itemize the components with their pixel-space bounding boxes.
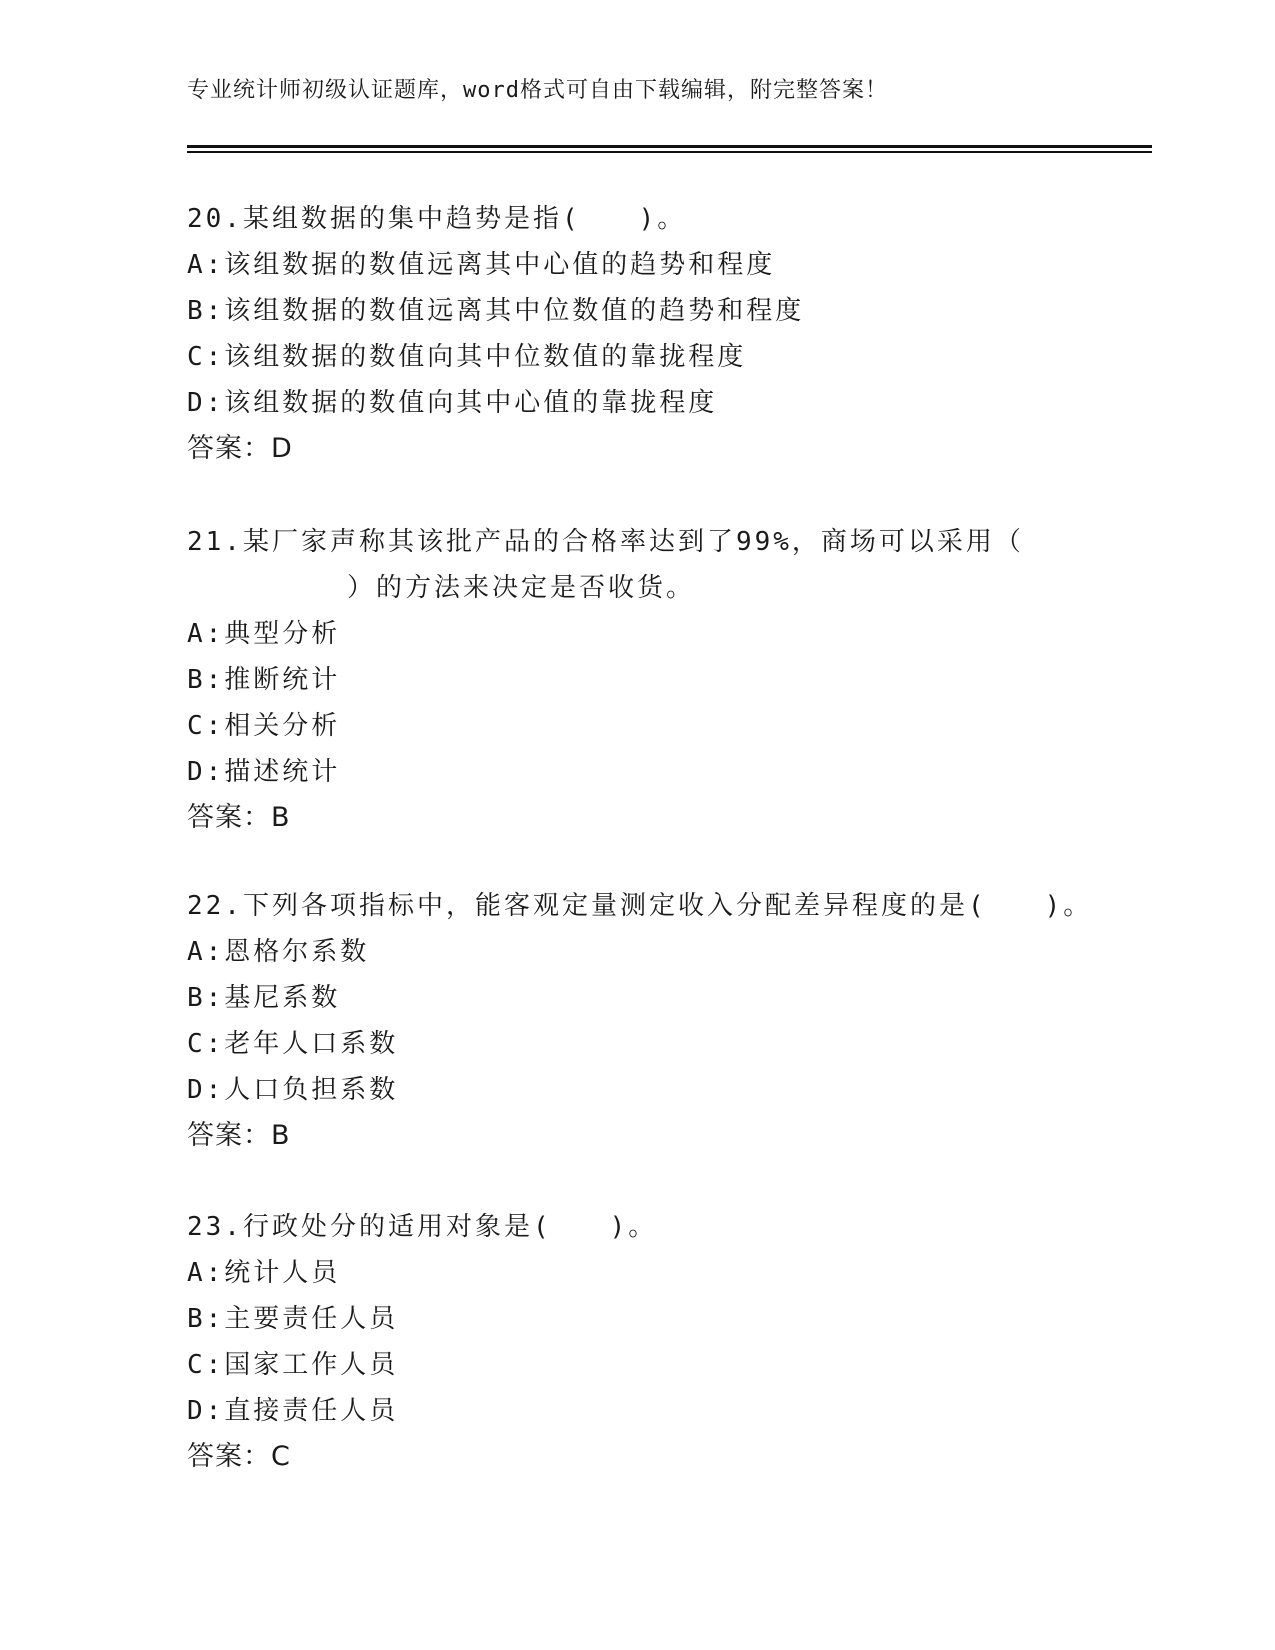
page-header: 专业统计师初级认证题库，word格式可自由下载编辑，附完整答案！ bbox=[187, 78, 888, 103]
option-b: B:基尼系数 bbox=[187, 983, 341, 1013]
question-22 bbox=[187, 883, 1093, 1159]
option-d: D:该组数据的数值向其中心值的靠拢程度 bbox=[187, 388, 718, 418]
question-stem: 22.下列各项指标中，能客观定量测定收入分配差异程度的是( )。 bbox=[187, 891, 1093, 921]
option-b: B:主要责任人员 bbox=[187, 1304, 399, 1334]
answer: 答案：C bbox=[187, 1441, 291, 1472]
answer: 答案：B bbox=[187, 802, 291, 833]
question-stem: 23.行政处分的适用对象是( )。 bbox=[187, 1212, 658, 1242]
option-a: A:恩格尔系数 bbox=[187, 937, 370, 967]
option-b: B:推断统计 bbox=[187, 665, 341, 695]
question-stem: 21.某厂家声称其该批产品的合格率达到了99%，商场可以采用（ bbox=[187, 527, 1024, 557]
option-c: C:国家工作人员 bbox=[187, 1350, 399, 1380]
answer: 答案：B bbox=[187, 1120, 291, 1151]
option-c: C:相关分析 bbox=[187, 711, 341, 741]
question-20 bbox=[187, 196, 1067, 472]
question-21 bbox=[187, 519, 1067, 841]
option-a: A:典型分析 bbox=[187, 619, 341, 649]
option-a: A:该组数据的数值远离其中心值的趋势和程度 bbox=[187, 250, 776, 280]
option-c: C:该组数据的数值向其中位数值的靠拢程度 bbox=[187, 342, 747, 372]
question-stem: 20.某组数据的集中趋势是指( )。 bbox=[187, 204, 687, 234]
question-stem-continuation: ）的方法来决定是否收货。 bbox=[347, 573, 696, 603]
option-d: D:直接责任人员 bbox=[187, 1396, 399, 1426]
option-b: B:该组数据的数值远离其中位数值的趋势和程度 bbox=[187, 296, 805, 326]
option-d: D:人口负担系数 bbox=[187, 1075, 399, 1105]
answer: 答案：D bbox=[187, 433, 293, 464]
question-23 bbox=[187, 1204, 1067, 1480]
option-c: C:老年人口系数 bbox=[187, 1029, 399, 1059]
header-divider-thin bbox=[187, 151, 1152, 153]
option-a: A:统计人员 bbox=[187, 1258, 341, 1288]
header-divider-thick bbox=[187, 145, 1152, 148]
option-d: D:描述统计 bbox=[187, 757, 341, 787]
